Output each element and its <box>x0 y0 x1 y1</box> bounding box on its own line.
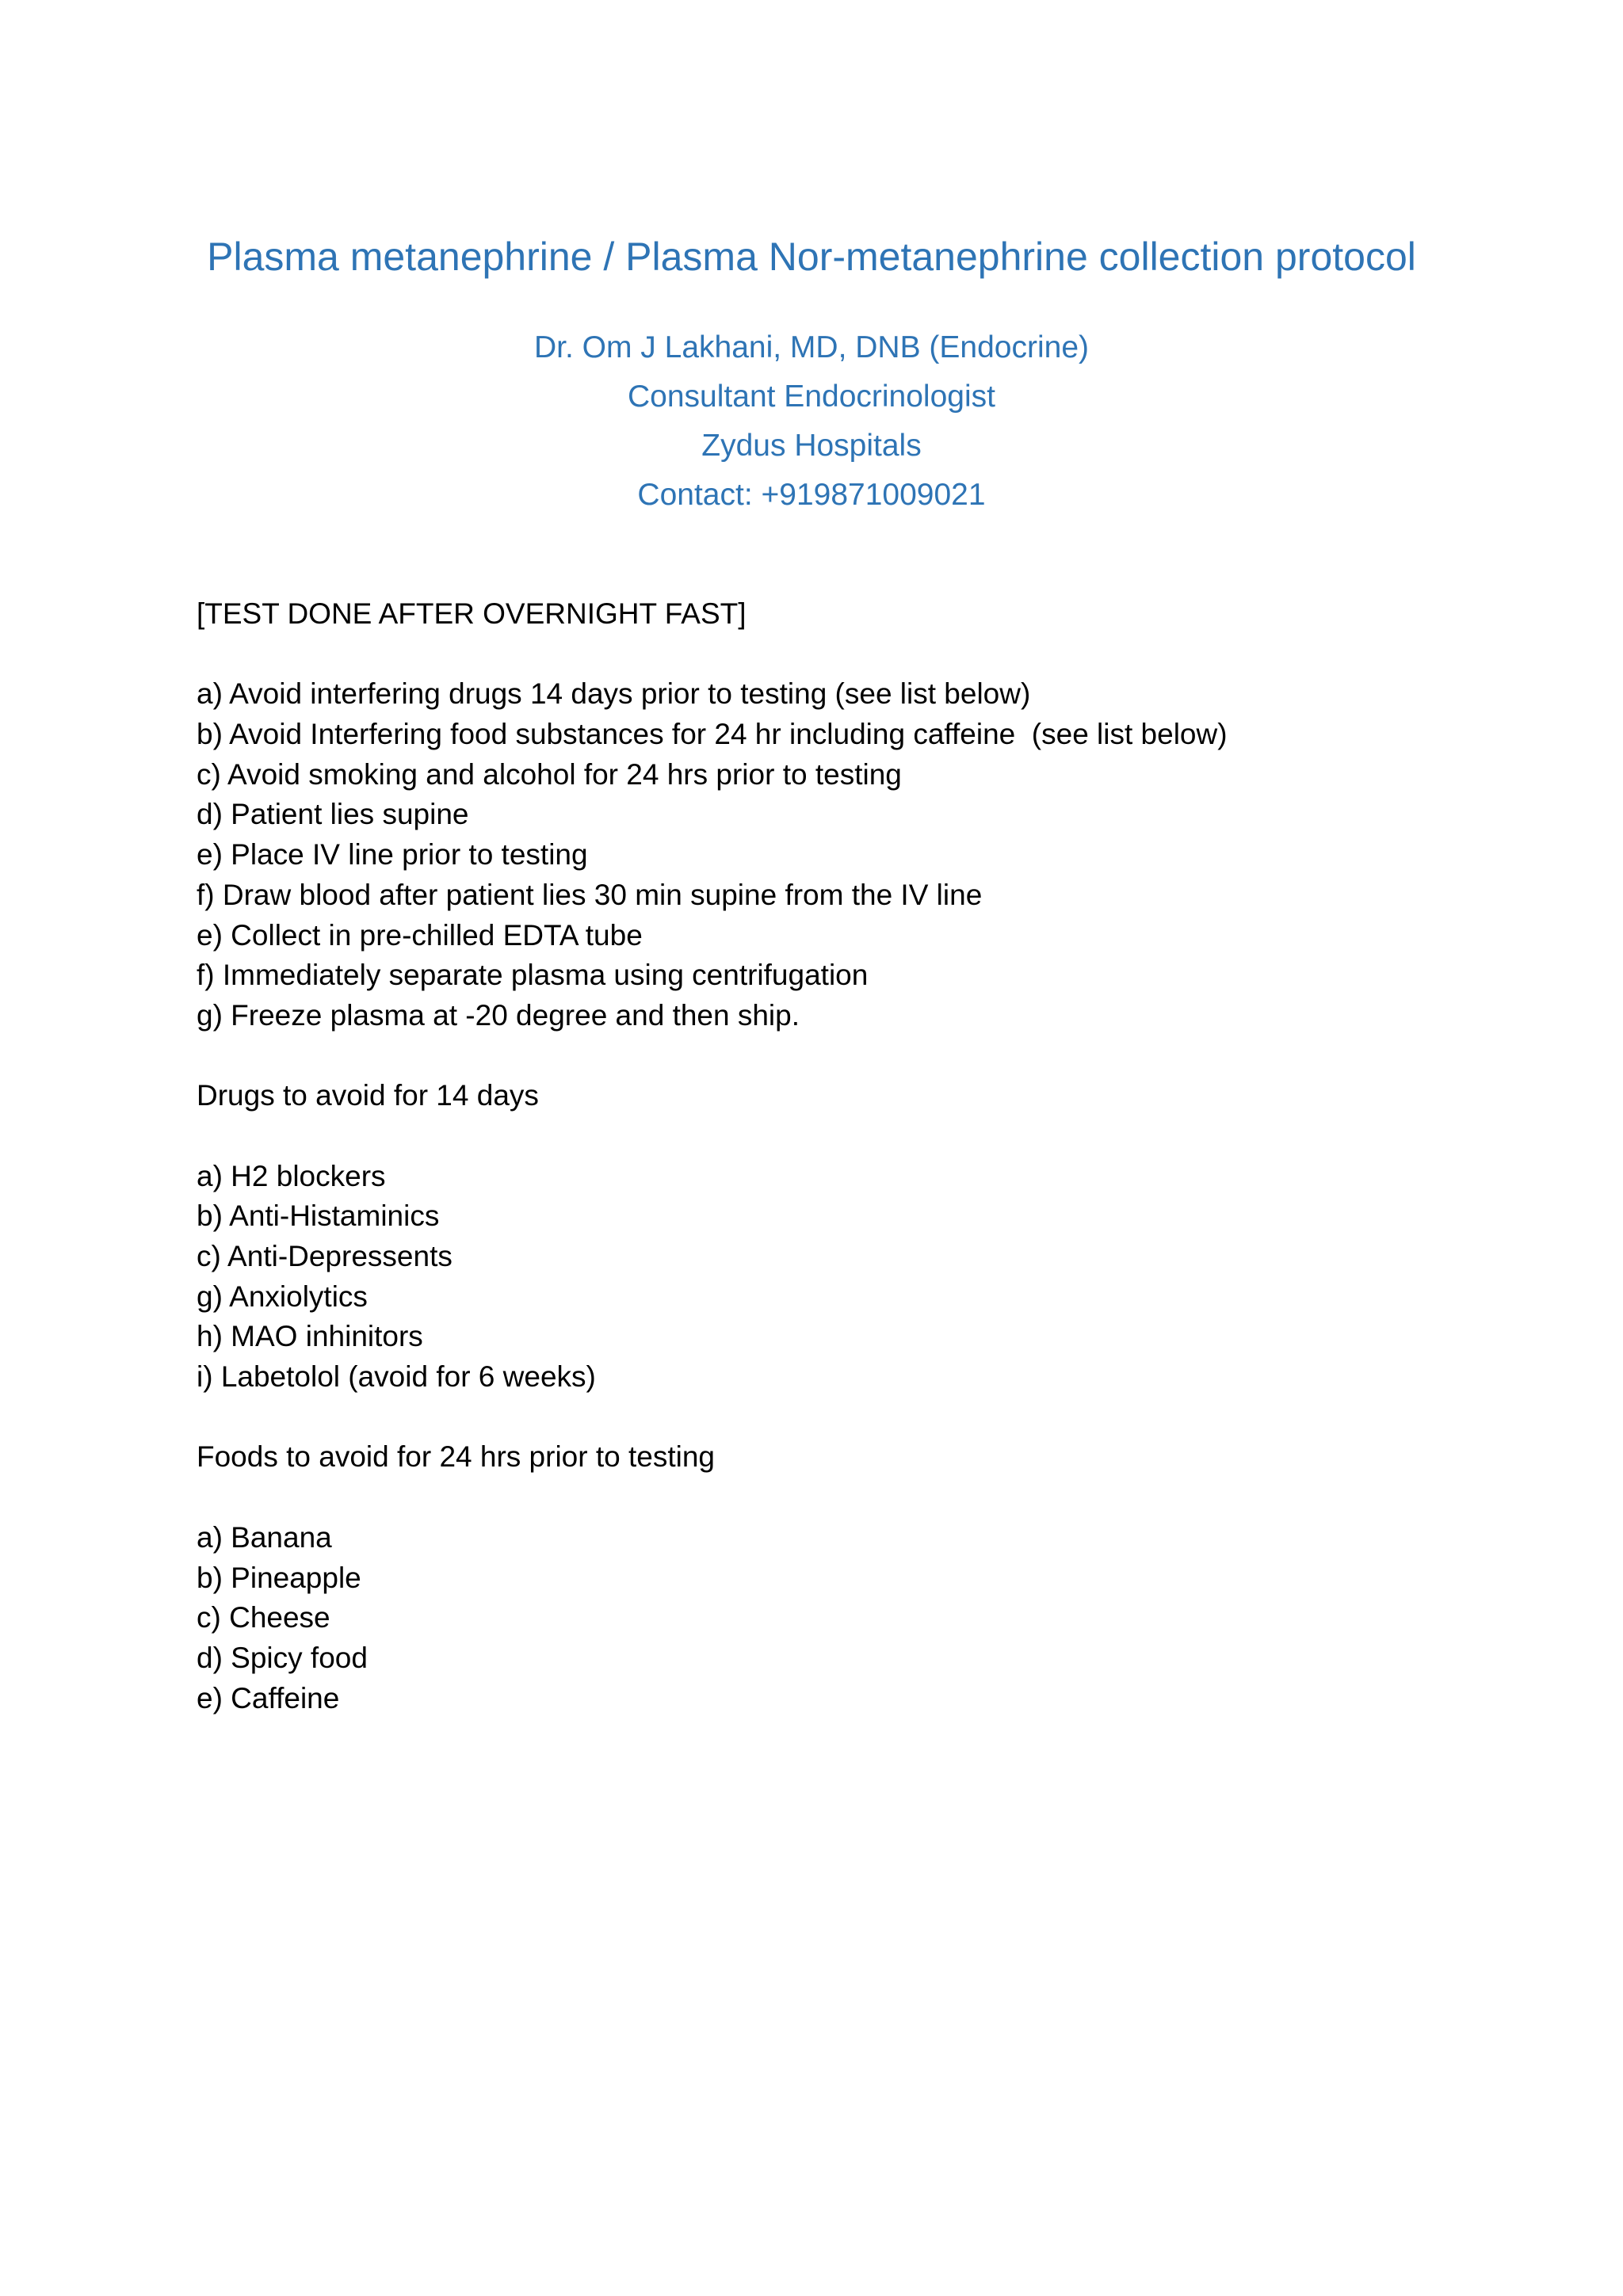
author-name: Dr. Om J Lakhani, MD, DNB (Endocrine) <box>533 330 1090 364</box>
list-item: b) Avoid Interfering food substances for 24 hr including caffeine (see list below) <box>197 718 1228 751</box>
spacer <box>197 1036 1544 1077</box>
foods-list <box>197 1518 1544 1718</box>
list-item: c) Anti-Depressents <box>197 1240 453 1272</box>
list-item: f) Draw blood after patient lies 30 min supine from the IV line <box>197 878 983 911</box>
spacer <box>197 1116 1544 1157</box>
steps-list <box>197 674 1544 1035</box>
spacer <box>197 1478 1544 1518</box>
list-item: e) Collect in pre-chilled EDTA tube <box>197 918 643 952</box>
document-title: Plasma metanephrine / Plasma Nor-metanephrine collection protocol <box>207 235 1416 279</box>
list-item: g) Freeze plasma at -20 degree and then ship. <box>197 998 800 1032</box>
list-item: c) Cheese <box>197 1601 330 1634</box>
list-item: b) Pineapple <box>197 1561 361 1594</box>
list-item: c) Avoid smoking and alcohol for 24 hrs prior to testing <box>197 757 902 791</box>
list-item: e) Place IV line prior to testing <box>197 838 588 871</box>
list-item: a) Avoid interfering drugs 14 days prior to testing (see list below) <box>197 677 1031 711</box>
list-item: b) Anti-Histaminics <box>197 1199 440 1233</box>
author-role: Consultant Endocrinologist <box>628 379 995 414</box>
list-item: d) Spicy food <box>197 1641 368 1674</box>
list-item: h) MAO inhinitors <box>197 1320 423 1353</box>
list-item: d) Patient lies supine <box>197 798 469 831</box>
author-contact: Contact: +919871009021 <box>637 478 986 512</box>
author-block <box>0 323 1623 520</box>
foods-heading: Foods to avoid for 24 hrs prior to testing <box>197 1440 716 1474</box>
fasting-note: [TEST DONE AFTER OVERNIGHT FAST] <box>197 597 747 630</box>
spacer <box>197 1398 1544 1438</box>
list-item: f) Immediately separate plasma using centrifugation <box>197 959 869 992</box>
drugs-list <box>197 1157 1544 1398</box>
list-item: i) Labetolol (avoid for 6 weeks) <box>197 1360 596 1394</box>
spacer <box>197 635 1544 675</box>
drugs-heading: Drugs to avoid for 14 days <box>197 1079 539 1112</box>
author-organization: Zydus Hospitals <box>701 429 922 463</box>
list-item: g) Anxiolytics <box>197 1280 368 1313</box>
list-item: a) Banana <box>197 1520 332 1554</box>
list-item: e) Caffeine <box>197 1681 340 1714</box>
protocol-body <box>197 594 1544 1718</box>
list-item: a) H2 blockers <box>197 1159 386 1192</box>
